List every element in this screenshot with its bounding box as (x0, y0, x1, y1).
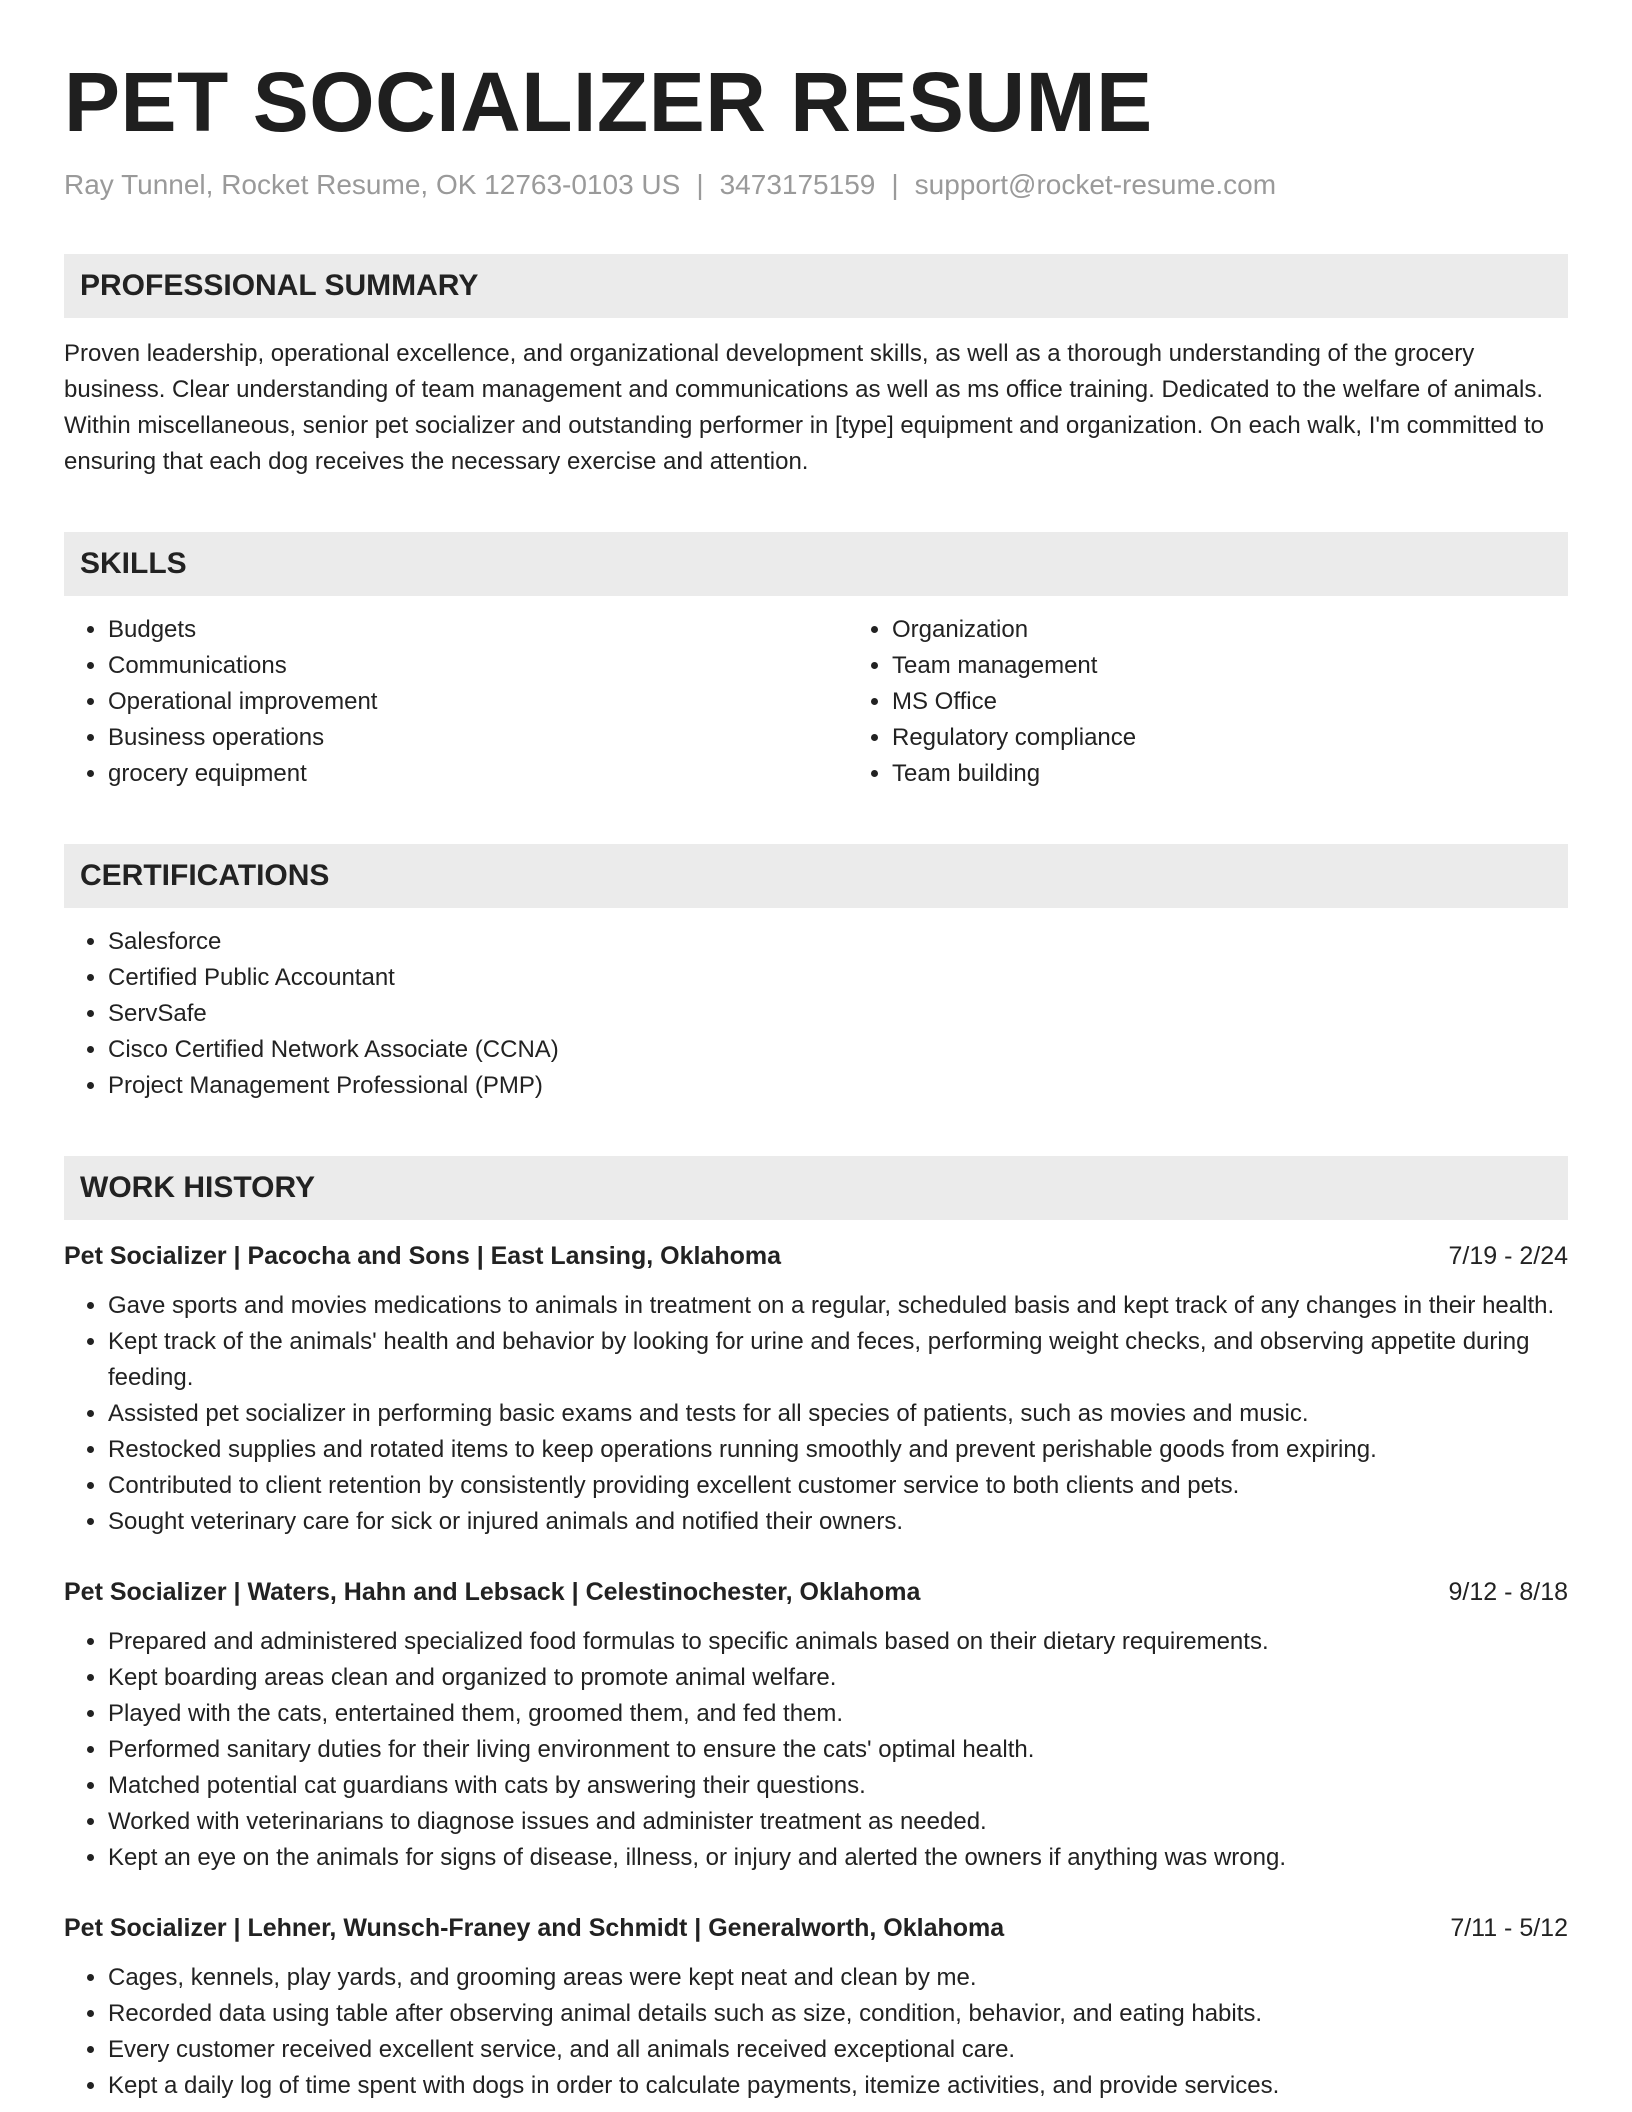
contact-separator: | (696, 169, 704, 200)
section-header-summary: PROFESSIONAL SUMMARY (64, 254, 1568, 318)
contact-line (64, 168, 1568, 202)
job-header (64, 1910, 1568, 1946)
job-bullet: • Played with the cats, entertained them, groomed them, and fed them. (108, 1696, 1568, 1732)
job-title: Pet Socializer | Lehner, Wunsch-Franey and Schmidt | Generalworth, Oklahoma (64, 1914, 1005, 1942)
job-header (64, 1238, 1568, 1274)
job-bullet: • Kept an eye on the animals for signs of disease, illness, or injury and alerted the owners if anything was wrong. (108, 1840, 1568, 1876)
skill-item: • Budgets (108, 612, 848, 648)
skill-item: • Organization (892, 612, 1568, 648)
certification-item: • Certified Public Accountant (108, 960, 1568, 996)
job-bullet: • Restocked supplies and rotated items to keep operations running smoothly and prevent perishable goods from expiring. (108, 1432, 1568, 1468)
skill-item: • Operational improvement (108, 684, 848, 720)
skills-column-right (848, 612, 1568, 792)
job-bullet: • Matched potential cat guardians with cats by answering their questions. (108, 1768, 1568, 1804)
skills-list (64, 596, 1568, 792)
job-entry (64, 1238, 1568, 1540)
skill-item: • Business operations (108, 720, 848, 756)
job-bullet: • Kept a daily log of time spent with dogs in order to calculate payments, itemize activities, and provide services. (108, 2068, 1568, 2104)
job-bullet: • Kept boarding areas clean and organized to promote animal welfare. (108, 1660, 1568, 1696)
job-bullet: • Every customer received excellent service, and all animals received exceptional care. (108, 2032, 1568, 2068)
job-bullet: • Performed sanitary duties for their living environment to ensure the cats' optimal health. (108, 1732, 1568, 1768)
job-bullet: • Contributed to client retention by consistently providing excellent customer service to both clients and pets. (108, 1468, 1568, 1504)
certification-item: • Cisco Certified Network Associate (CCNA) (108, 1032, 1568, 1068)
page-title: PET SOCIALIZER RESUME (64, 55, 1153, 149)
job-bullets (64, 1288, 1568, 1540)
job-header (64, 1574, 1568, 1610)
contact-phone: 3473175159 (719, 169, 876, 200)
job-title: Pet Socializer | Pacocha and Sons | East Lansing, Oklahoma (64, 1242, 781, 1270)
job-dates: 7/11 - 5/12 (1450, 1914, 1568, 1942)
section-header-work-history: WORK HISTORY (64, 1156, 1568, 1220)
job-dates: 7/19 - 2/24 (1448, 1242, 1568, 1270)
job-bullet: • Recorded data using table after observing animal details such as size, condition, behavior, and eating habits. (108, 1996, 1568, 2032)
job-bullet: • Gave sports and movies medications to animals in treatment on a regular, scheduled basis and kept track of any changes in their health. (108, 1288, 1568, 1324)
section-header-skills: SKILLS (64, 532, 1568, 596)
job-bullet: • Prepared and administered specialized food formulas to specific animals based on their dietary requirements. (108, 1624, 1568, 1660)
job-bullet: • Sought veterinary care for sick or injured animals and notified their owners. (108, 1504, 1568, 1540)
certifications-list (64, 924, 1568, 1104)
job-bullet: • Worked with veterinarians to diagnose issues and administer treatment as needed. (108, 1804, 1568, 1840)
skill-item: • Regulatory compliance (892, 720, 1568, 756)
skill-item: • Communications (108, 648, 848, 684)
skill-item: • grocery equipment (108, 756, 848, 792)
job-bullets (64, 1624, 1568, 1876)
job-entry (64, 1574, 1568, 1876)
job-title: Pet Socializer | Waters, Hahn and Lebsack | Celestinochester, Oklahoma (64, 1578, 921, 1606)
job-dates: 9/12 - 8/18 (1448, 1578, 1568, 1606)
section-header-certifications: CERTIFICATIONS (64, 844, 1568, 908)
certification-item: • ServSafe (108, 996, 1568, 1032)
job-bullet: • Kept track of the animals' health and behavior by looking for urine and feces, performing weight checks, and observing appetite during feeding. (108, 1324, 1568, 1396)
certification-item: • Salesforce (108, 924, 1568, 960)
job-bullet: • Assisted pet socializer in performing basic exams and tests for all species of patients, such as movies and music. (108, 1396, 1568, 1432)
contact-email: support@rocket-resume.com (914, 169, 1277, 200)
summary-text: Proven leadership, operational excellence, and organizational development skills, as well as a thorough understanding of the grocery business. Clear understanding of team management and communications as well as ms office training. Dedicated to the welfare of animals. Within miscellaneous, senior pet socializer and outstanding performer in [type] equipment and organization. On each walk, I'm committed to ensuring that each dog receives the necessary exercise and attention. (64, 340, 1544, 475)
job-bullet: • Cages, kennels, play yards, and grooming areas were kept neat and clean by me. (108, 1960, 1568, 1996)
skills-column-left (64, 612, 848, 792)
job-entry (64, 1910, 1568, 2104)
contact-address: Ray Tunnel, Rocket Resume, OK 12763-0103 US (64, 169, 681, 200)
contact-separator: | (891, 169, 899, 200)
skill-item: • Team building (892, 756, 1568, 792)
skill-item: • MS Office (892, 684, 1568, 720)
job-bullets (64, 1960, 1568, 2104)
skill-item: • Team management (892, 648, 1568, 684)
certification-item: • Project Management Professional (PMP) (108, 1068, 1568, 1104)
